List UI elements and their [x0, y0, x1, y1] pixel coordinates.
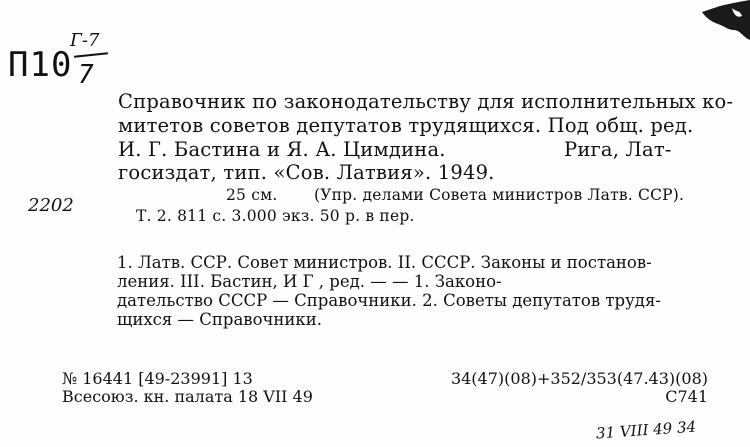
- margin-note: 2202: [28, 195, 74, 216]
- shelf-mark: П10: [8, 45, 73, 85]
- book-chamber: Всесоюз. кн. палата 18 VII 49: [62, 387, 313, 406]
- shelf-mark-denominator: 7: [78, 60, 94, 90]
- classification-index: 34(47)(08)+352/353(47.43)(08): [450, 369, 708, 388]
- entry-line: Т. 2. 811 с. 3.000 экз. 50 р. в пер.: [136, 207, 415, 225]
- entry-line: митетов советов депутатов трудящихся. Под общ. ред.: [118, 114, 694, 137]
- shelf-mark-numerator: Г-7: [70, 30, 100, 51]
- entry-line: Рига, Лат-: [564, 138, 672, 161]
- tracing-line: ления. III. Бастин, И Г , ред. — — 1. Законо-: [117, 272, 502, 291]
- pencil-date-note: 31 VIII 49 34: [595, 417, 697, 443]
- entry-line: Справочник по законодательству для исполнительных ко-: [118, 90, 734, 113]
- entry-line: госиздат, тип. «Сов. Латвия». 1949.: [118, 161, 495, 184]
- tracing-line: 1. Латв. ССР. Совет министров. II. СССР. Законы и постанов-: [117, 253, 652, 272]
- entry-line: (Упр. делами Совета министров Латв. ССР).: [314, 186, 685, 204]
- entry-line: И. Г. Бастина и Я. А. Цимдина.: [118, 138, 446, 161]
- tracing-line: дательство СССР — Справочники. 2. Советы депутатов трудя-: [117, 291, 661, 310]
- entry-line: 25 см.: [226, 186, 278, 204]
- fraction-line: [74, 52, 108, 58]
- tracing-line: щихся — Справочники.: [117, 310, 322, 329]
- author-code: С741: [665, 387, 708, 406]
- ink-blot-decoration: [694, 0, 750, 44]
- record-number: № 16441 [49-23991] 13: [62, 369, 253, 388]
